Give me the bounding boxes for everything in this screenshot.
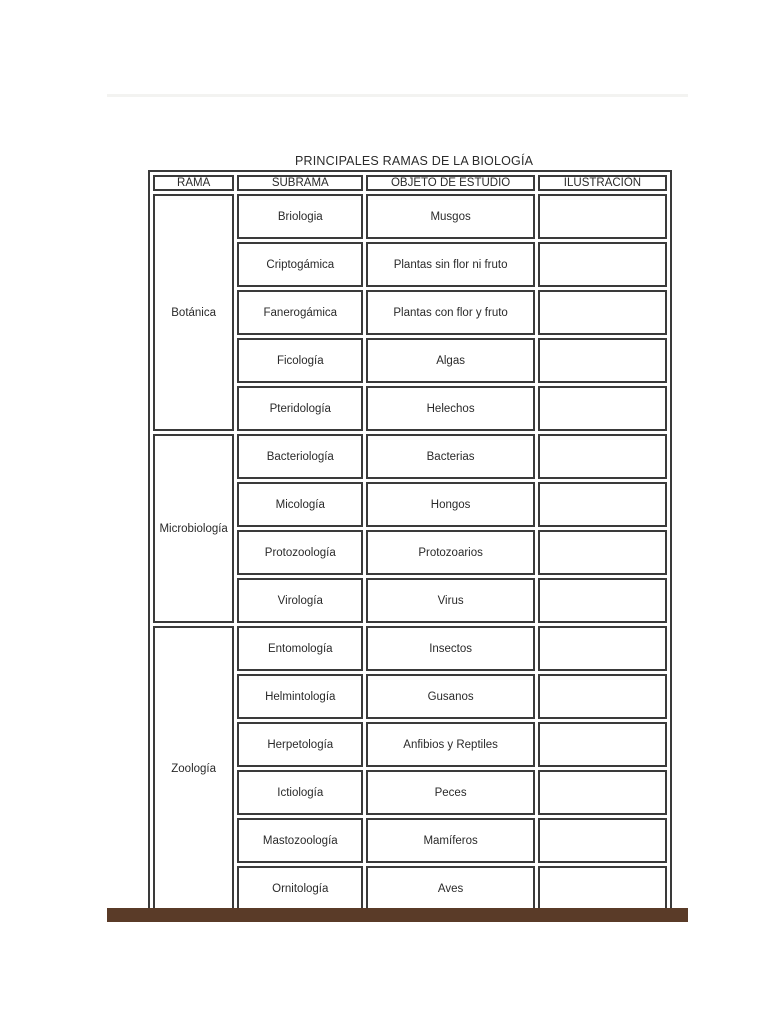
ilustracion-cell [538, 194, 667, 239]
ilustracion-cell [538, 626, 667, 671]
subrama-cell: Bacteriología [237, 434, 363, 479]
objeto-cell: Plantas sin flor ni fruto [366, 242, 535, 287]
objeto-cell: Mamíferos [366, 818, 535, 863]
table-header-row [153, 175, 667, 191]
objeto-cell: Bacterias [366, 434, 535, 479]
table-row [153, 626, 667, 671]
subrama-cell: Entomología [237, 626, 363, 671]
subrama-cell: Mastozoología [237, 818, 363, 863]
ilustracion-cell [538, 482, 667, 527]
page-top-edge [107, 94, 688, 97]
biology-branches-table [148, 170, 672, 916]
objeto-cell: Anfibios y Reptiles [366, 722, 535, 767]
header-subrama: SUBRAMA [237, 175, 363, 191]
ilustracion-cell [538, 242, 667, 287]
header-ilustracion: ILUSTRACIÓN [538, 175, 667, 191]
subrama-cell: Pteridología [237, 386, 363, 431]
subrama-cell: Micología [237, 482, 363, 527]
table-row [153, 194, 667, 239]
ilustracion-cell [538, 770, 667, 815]
header-rama: RAMA [153, 175, 234, 191]
objeto-cell: Gusanos [366, 674, 535, 719]
rama-cell: Botánica [153, 194, 234, 431]
page-bottom-bar [107, 908, 688, 922]
header-objeto: OBJETO DE ESTUDIO [366, 175, 535, 191]
document-page [107, 94, 688, 922]
objeto-cell: Hongos [366, 482, 535, 527]
document-title: PRINCIPALES RAMAS DE LA BIOLOGÍA [295, 154, 534, 168]
objeto-cell: Aves [366, 866, 535, 911]
ilustracion-cell [538, 818, 667, 863]
objeto-cell: Virus [366, 578, 535, 623]
rama-cell: Zoología [153, 626, 234, 911]
subrama-cell: Protozoología [237, 530, 363, 575]
ilustracion-cell [538, 530, 667, 575]
objeto-cell: Musgos [366, 194, 535, 239]
ilustracion-cell [538, 290, 667, 335]
subrama-cell: Herpetología [237, 722, 363, 767]
ilustracion-cell [538, 434, 667, 479]
subrama-cell: Virología [237, 578, 363, 623]
objeto-cell: Insectos [366, 626, 535, 671]
table-body [153, 194, 667, 911]
subrama-cell: Ficología [237, 338, 363, 383]
subrama-cell: Helmintología [237, 674, 363, 719]
subrama-cell: Ornitología [237, 866, 363, 911]
ilustracion-cell [538, 578, 667, 623]
objeto-cell: Peces [366, 770, 535, 815]
subrama-cell: Fanerogámica [237, 290, 363, 335]
objeto-cell: Helechos [366, 386, 535, 431]
rama-cell: Microbiología [153, 434, 234, 623]
subrama-cell: Briologia [237, 194, 363, 239]
ilustracion-cell [538, 722, 667, 767]
objeto-cell: Algas [366, 338, 535, 383]
ilustracion-cell [538, 674, 667, 719]
subrama-cell: Ictiología [237, 770, 363, 815]
objeto-cell: Plantas con flor y fruto [366, 290, 535, 335]
ilustracion-cell [538, 386, 667, 431]
table-row [153, 434, 667, 479]
ilustracion-cell [538, 338, 667, 383]
subrama-cell: Criptogámica [237, 242, 363, 287]
objeto-cell: Protozoarios [366, 530, 535, 575]
ilustracion-cell [538, 866, 667, 911]
